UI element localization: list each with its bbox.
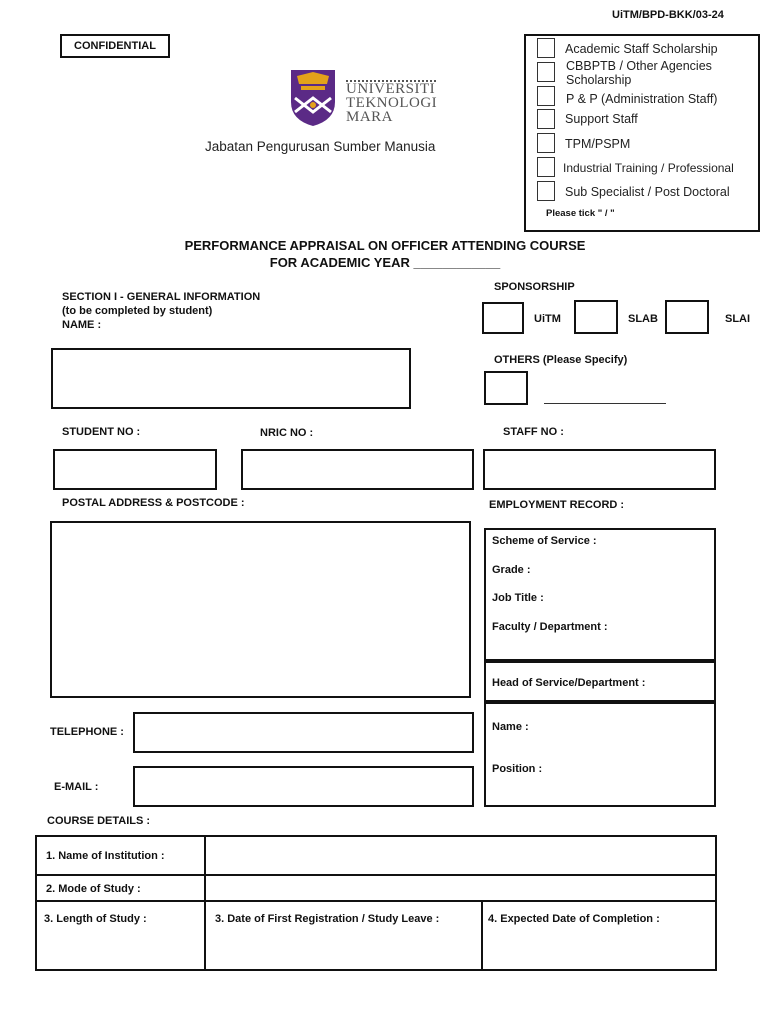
course-col-divider-2 — [481, 900, 483, 971]
checkbox-pp-admin[interactable] — [537, 86, 555, 106]
head-of-service-label: Head of Service/Department : — [492, 677, 646, 689]
department-name: Jabatan Pengurusan Sumber Manusia — [205, 139, 436, 154]
checkbox-industrial[interactable] — [537, 157, 555, 177]
sponsor-others-label: OTHERS (Please Specify) — [494, 354, 628, 366]
label-pp-admin: P & P (Administration Staff) — [566, 92, 718, 106]
confidential-badge — [60, 34, 170, 58]
label-academic: Academic Staff Scholarship — [565, 42, 718, 56]
expected-completion-label: 4. Expected Date of Completion : — [488, 913, 660, 925]
university-name-line1: UNIVERSITI — [346, 81, 436, 97]
checkbox-support[interactable] — [537, 109, 555, 129]
course-details-heading: COURSE DETAILS : — [47, 815, 151, 827]
length-of-study-label: 3. Length of Study : — [44, 913, 147, 925]
label-cbbptb: CBBPTB / Other Agencies Scholarship — [566, 59, 712, 87]
checkbox-tpm[interactable] — [537, 133, 555, 153]
postal-address-field[interactable] — [50, 521, 471, 698]
postal-address-label: POSTAL ADDRESS & POSTCODE : — [62, 497, 245, 509]
scheme-of-service-label: Scheme of Service : — [492, 535, 597, 547]
sponsor-slab-label: SLAB — [628, 313, 658, 325]
label-industrial: Industrial Training / Professional — [563, 161, 734, 175]
section1-heading: SECTION I - GENERAL INFORMATION — [62, 291, 261, 303]
sponsor-slai-label: SLAI — [725, 313, 751, 325]
university-name — [346, 82, 437, 124]
uitm-crest-icon — [287, 68, 339, 128]
job-title-label: Job Title : — [492, 592, 544, 604]
university-name-line3: MARA — [346, 109, 394, 125]
first-registration-label: 3. Date of First Registration / Study Leave : — [215, 913, 440, 925]
institution-label: 1. Name of Institution : — [46, 850, 165, 862]
telephone-field[interactable] — [133, 712, 474, 753]
uitm-logo — [287, 68, 339, 128]
staff-no-field[interactable] — [483, 449, 716, 490]
sponsor-uitm-label: UiTM — [534, 313, 561, 325]
head-details-box — [484, 702, 716, 807]
sponsor-uitm-checkbox[interactable] — [482, 302, 524, 334]
course-row-divider-2 — [35, 900, 717, 902]
sponsor-others-specify-line[interactable] — [544, 403, 666, 404]
label-tpm: TPM/PSPM — [565, 137, 631, 151]
form-title-line1: PERFORMANCE APPRAISAL ON OFFICER ATTENDING COURSE — [184, 238, 586, 253]
form-code: UiTM/BPD-BKK/03-24 — [612, 9, 724, 21]
nric-no-label: NRIC NO : — [260, 427, 314, 439]
institution-field[interactable] — [208, 838, 714, 872]
confidential-label: CONFIDENTIAL — [74, 40, 156, 52]
name-label: NAME : — [62, 319, 102, 331]
name-field[interactable] — [51, 348, 411, 409]
checkbox-subspecialist[interactable] — [537, 181, 555, 201]
label-support: Support Staff — [565, 112, 638, 126]
sponsorship-heading: SPONSORSHIP — [494, 281, 575, 293]
sponsor-slai-checkbox[interactable] — [665, 300, 709, 334]
sponsor-others-checkbox[interactable] — [484, 371, 528, 405]
form-title-line2: FOR ACADEMIC YEAR ____________ — [269, 255, 501, 270]
telephone-label: TELEPHONE : — [50, 726, 124, 738]
checkbox-academic[interactable] — [537, 38, 555, 58]
university-name-line2: TEKNOLOGI — [346, 95, 438, 111]
mode-of-study-label: 2. Mode of Study : — [46, 883, 141, 895]
section1-note: (to be completed by student) — [62, 305, 213, 317]
email-label: E-MAIL : — [54, 781, 99, 793]
staff-no-label: STAFF NO : — [503, 426, 564, 438]
student-no-field[interactable] — [53, 449, 217, 490]
checkbox-cbbptb[interactable] — [537, 62, 555, 82]
head-name-label: Name : — [492, 721, 529, 733]
course-col-divider-1 — [204, 835, 206, 971]
email-field[interactable] — [133, 766, 474, 807]
course-row-divider-1 — [35, 874, 717, 876]
sponsor-slab-checkbox[interactable] — [574, 300, 618, 334]
nric-no-field[interactable] — [241, 449, 474, 490]
faculty-department-label: Faculty / Department : — [492, 621, 608, 633]
employment-record-label: EMPLOYMENT RECORD : — [489, 499, 625, 511]
student-no-label: STUDENT NO : — [62, 426, 141, 438]
label-subspecialist: Sub Specialist / Post Doctoral — [565, 185, 730, 199]
please-tick-note: Please tick " / " — [546, 208, 615, 219]
head-position-label: Position : — [492, 763, 543, 775]
mode-of-study-field[interactable] — [208, 877, 714, 899]
grade-label: Grade : — [492, 564, 531, 576]
